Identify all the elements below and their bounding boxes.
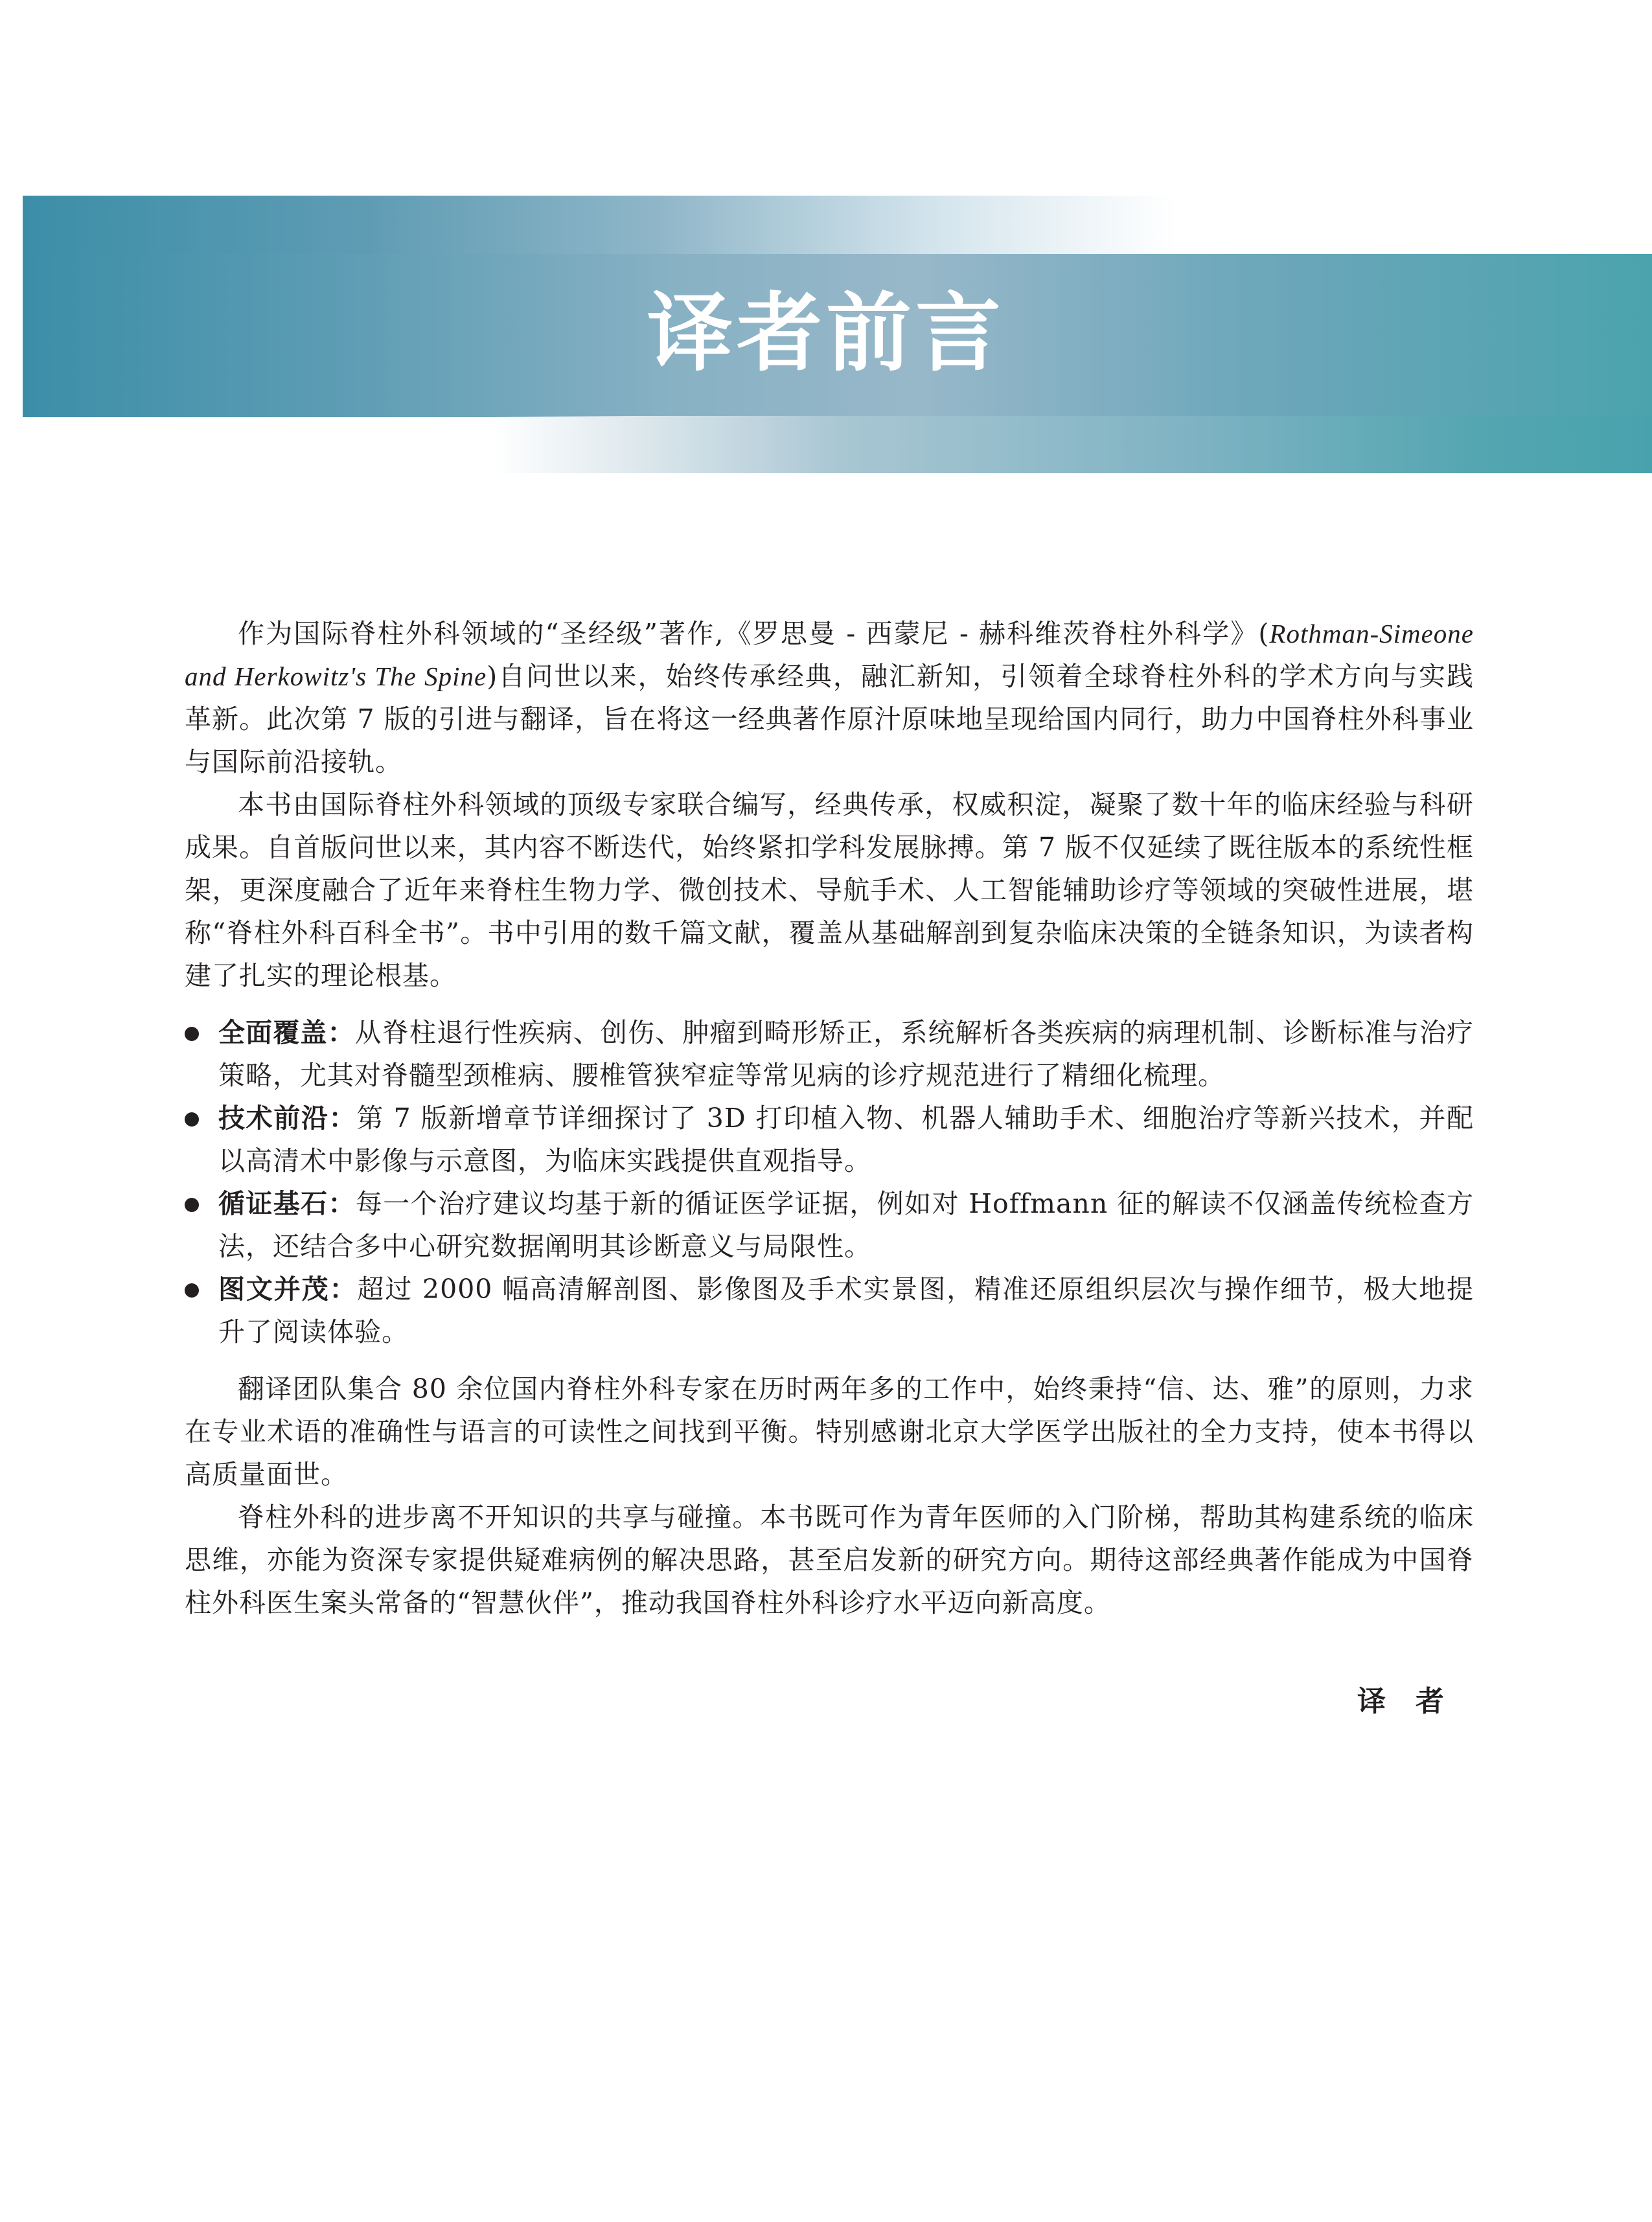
- banner-top-strip: [23, 196, 1176, 255]
- page-title: 译者前言: [647, 284, 1005, 384]
- bullet-dot-icon: [185, 1027, 199, 1041]
- paragraph-intro-before: 作为国际脊柱外科领域的“圣经级”著作,《罗思曼 - 西蒙尼 - 赫科维茨脊柱外科学》(: [238, 618, 1270, 649]
- signature: 译者: [1357, 1685, 1474, 1718]
- feature-term: 图文并茂：: [218, 1274, 358, 1305]
- feature-text: 每一个治疗建议均基于新的循证医学证据，例如对 Hoffmann 征的解读不仅涵盖传统检查方法，还结合多中心研究数据阐明其诊断意义与局限性。: [218, 1188, 1474, 1262]
- preface-body: [185, 612, 1474, 1624]
- feature-list: [185, 1011, 1474, 1353]
- bullet-dot-icon: [185, 1283, 199, 1298]
- paragraph-outlook: 脊柱外科的进步离不开知识的共享与碰撞。本书既可作为青年医师的入门阶梯，帮助其构建系统的临床思维，亦能为资深专家提供疑难病例的解决思路，甚至启发新的研究方向。期待这部经典著作能成为中国脊柱外科医生案头常备的“智慧伙伴”，推动我国脊柱外科诊疗水平迈向新高度。: [185, 1502, 1474, 1618]
- paragraph-translation-team: 翻译团队集合 80 余位国内脊柱外科专家在历时两年多的工作中，始终秉持“信、达、雅”的原则，力求在专业术语的准确性与语言的可读性之间找到平衡。特别感谢北京大学医学出版社的全力支持，使本书得以高质量面世。: [185, 1373, 1474, 1490]
- feature-item-technology: [185, 1097, 1474, 1182]
- paragraph-intro: [185, 612, 1474, 783]
- feature-item-coverage: [185, 1011, 1474, 1097]
- feature-term: 循证基石：: [218, 1188, 356, 1219]
- feature-text: 第 7 版新增章节详细探讨了 3D 打印植入物、机器人辅助手术、细胞治疗等新兴技术，并配以高清术中影像与示意图，为临床实践提供直观指导。: [218, 1103, 1474, 1176]
- banner-bottom-strip: [492, 416, 1652, 473]
- feature-item-evidence: [185, 1182, 1474, 1268]
- paragraph-intro-after: )自问世以来，始终传承经典，融汇新知，引领着全球脊柱外科的学术方向与实践革新。此次第 7 版的引进与翻译，旨在将这一经典著作原汁原味地呈现给国内同行，助力中国脊柱外科事业与国际前沿接轨。: [185, 661, 1474, 777]
- feature-term: 全面覆盖：: [218, 1017, 355, 1048]
- feature-item-illustrations: [185, 1268, 1474, 1353]
- feature-text: 从脊柱退行性疾病、创伤、肿瘤到畸形矫正，系统解析各类疾病的病理机制、诊断标准与治疗策略，尤其对脊髓型颈椎病、腰椎管狭窄症等常见病的诊疗规范进行了精细化梳理。: [218, 1017, 1474, 1091]
- book-title-english: Rothman-Simeone and Herkowitz's The Spine: [185, 619, 1474, 691]
- bullet-dot-icon: [185, 1198, 199, 1212]
- bullet-dot-icon: [185, 1112, 199, 1127]
- feature-term: 技术前沿：: [218, 1103, 357, 1134]
- paragraph-authors: 本书由国际脊柱外科领域的顶级专家联合编写，经典传承，权威积淀，凝聚了数十年的临床经验与科研成果。自首版问世以来，其内容不断迭代，始终紧扣学科发展脉搏。第 7 版不仅延续了既往版本的系统性框架，更深度融合了近年来脊柱生物力学、微创技术、导航手术、人工智能辅助诊疗等领域的突破性进展，堪称“脊柱外科百科全书”。书中引用的数千篇文献，覆盖从基础解剖到复杂临床决策的全链条知识，为读者构建了扎实的理论根基。: [185, 789, 1474, 991]
- feature-text: 超过 2000 幅高清解剖图、影像图及手术实景图，精准还原组织层次与操作细节，极大地提升了阅读体验。: [218, 1274, 1474, 1347]
